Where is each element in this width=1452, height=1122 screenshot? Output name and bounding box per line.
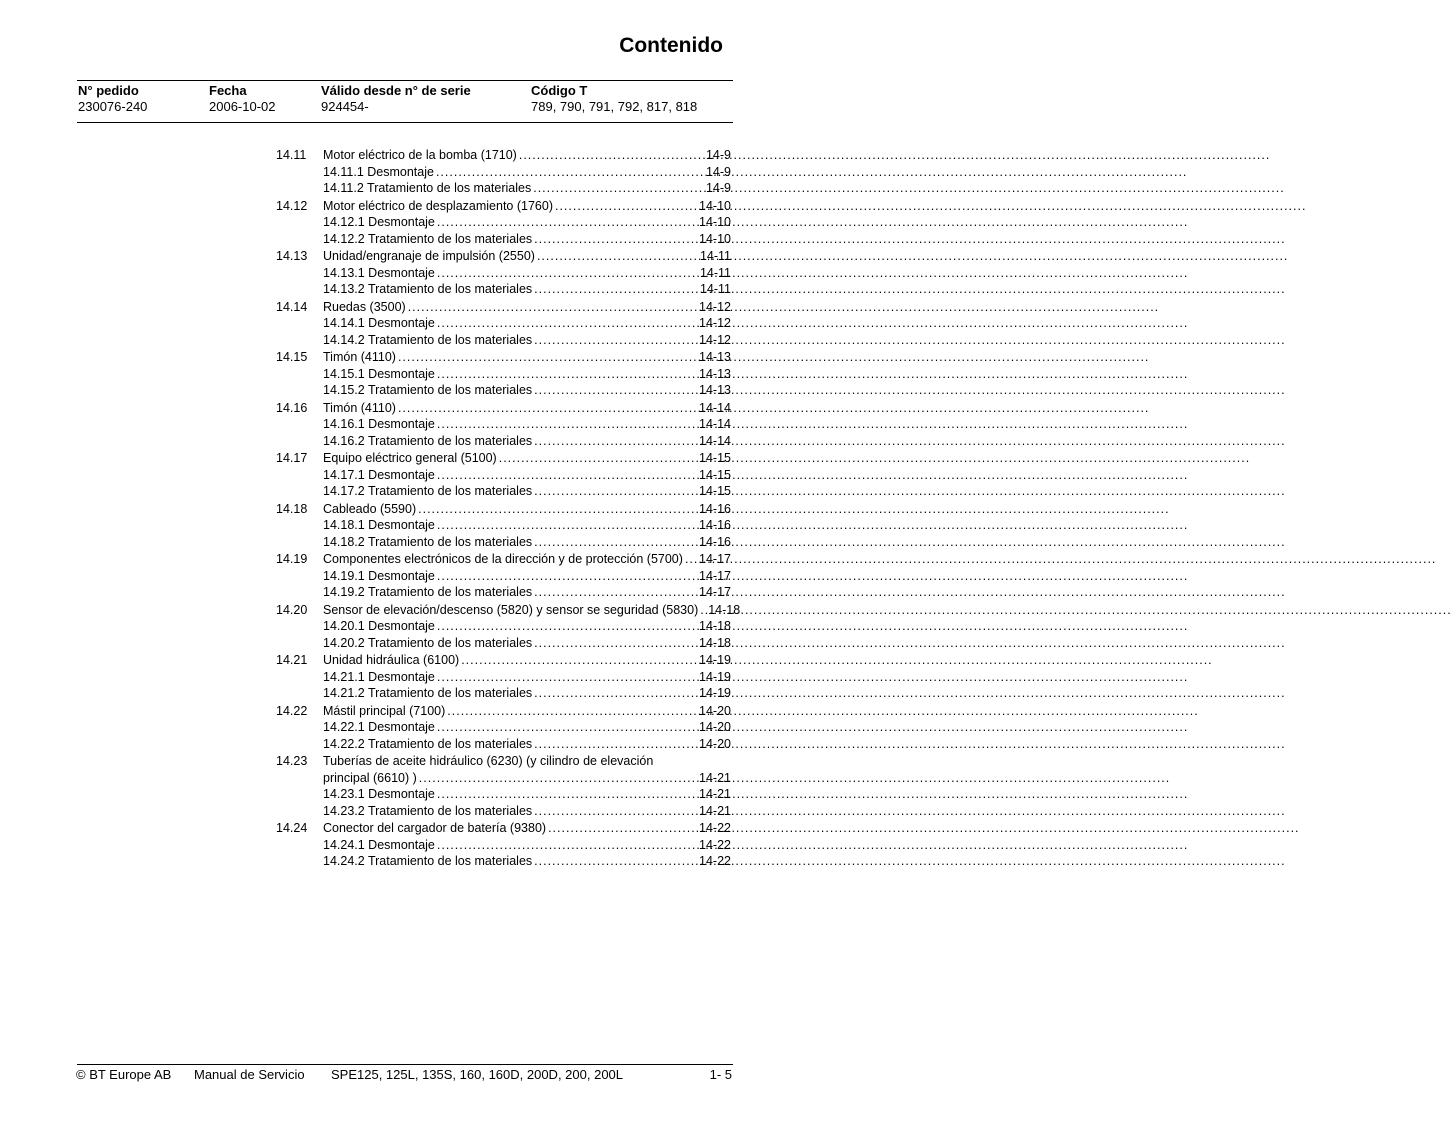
toc-subentry[interactable] xyxy=(276,853,731,870)
toc-entry-title: 14.12.2 Tratamiento de los materiales xyxy=(323,231,533,246)
toc-section-number: 14.14 xyxy=(276,299,308,314)
toc-leader-dots xyxy=(548,820,697,837)
toc-leader-dots xyxy=(534,736,697,753)
toc-entry-line xyxy=(323,820,731,837)
toc-entry-line xyxy=(323,248,731,265)
toc-subentry[interactable] xyxy=(276,803,731,820)
toc-entry-line xyxy=(323,281,731,298)
toc-entry-line xyxy=(323,433,731,450)
toc-leader-dots xyxy=(685,551,697,568)
toc-page-number: 14-12 xyxy=(699,316,731,330)
toc-section xyxy=(276,349,731,399)
toc-entry-title: Mástil principal (7100) xyxy=(323,703,446,718)
toc-entry-title: 14.18.1 Desmontaje xyxy=(323,518,435,532)
toc-entry-title: 14.21.2 Tratamiento de los materiales xyxy=(323,686,533,700)
toc-page-number: 14-9 xyxy=(705,181,731,195)
toc-entry-line xyxy=(323,214,731,231)
toc-entry-title: 14.21.1 Desmontaje xyxy=(323,669,435,684)
toc-page-number: 14-22 xyxy=(699,821,731,835)
toc-section xyxy=(276,753,731,819)
toc-subentry[interactable] xyxy=(276,719,731,736)
table-of-contents xyxy=(276,147,741,871)
toc-subentry[interactable] xyxy=(276,315,731,332)
toc-section-number: 14.20 xyxy=(276,602,308,617)
toc-entry-title: 14.20.2 Tratamiento de los materiales xyxy=(323,635,533,650)
toc-entry-title: Cableado (5590) xyxy=(323,501,417,516)
toc-entry-line xyxy=(323,685,731,702)
toc-leader-dots xyxy=(519,147,704,164)
toc-leader-dots xyxy=(437,416,697,433)
toc-leader-dots xyxy=(700,602,706,619)
serial-label: Válido desde n° de serie xyxy=(321,83,471,98)
toc-leader-dots xyxy=(437,467,697,484)
toc-page-number: 14-16 xyxy=(699,534,731,549)
serial-value: 924454- xyxy=(321,99,369,114)
date-column xyxy=(209,83,276,115)
toc-page-number: 14-14 xyxy=(699,417,731,431)
footer-page-number: 1- 5 xyxy=(709,1067,732,1082)
toc-section-number: 14.12 xyxy=(276,198,308,213)
toc-page-number: 14-20 xyxy=(699,703,731,718)
toc-subentry[interactable] xyxy=(276,231,731,248)
toc-entry-title: Conector del cargador de batería (9380) xyxy=(323,821,547,835)
toc-entry-title: 14.15.2 Tratamiento de los materiales xyxy=(323,383,533,397)
toc-leader-dots xyxy=(437,669,697,686)
toc-section xyxy=(276,147,731,197)
toc-page-number: 14-9 xyxy=(705,148,731,162)
toc-section xyxy=(276,703,731,753)
toc-page-number: 14-17 xyxy=(699,568,731,583)
toc-entry-line xyxy=(323,147,731,164)
toc-entry-line xyxy=(323,467,731,484)
toc-leader-dots xyxy=(436,164,704,181)
toc-entry-title: Motor eléctrico de la bomba (1710) xyxy=(323,148,517,162)
toc-subentry[interactable] xyxy=(276,416,731,433)
toc-entry-line xyxy=(323,602,741,619)
toc-subentry[interactable] xyxy=(276,265,731,282)
toc-page-number: 14-10 xyxy=(699,198,731,213)
footer-copyright: © BT Europe AB xyxy=(76,1067,172,1082)
toc-entry-title-line1: Tuberías de aceite hidráulico (6230) (y cilindro de elevación xyxy=(323,754,654,768)
toc-entry-line xyxy=(323,400,731,417)
toc-subentry[interactable] xyxy=(276,786,731,803)
toc-section-number: 14.21 xyxy=(276,653,308,667)
date-value: 2006-10-02 xyxy=(209,99,276,114)
toc-subentry[interactable] xyxy=(276,214,731,231)
toc-entry-title: 14.20.1 Desmontaje xyxy=(323,619,435,633)
toc-entry[interactable] xyxy=(276,400,731,417)
toc-entry-line xyxy=(323,770,731,787)
toc-entry-title: Timón (4110) xyxy=(323,350,396,364)
serial-column xyxy=(321,83,471,115)
toc-page-number: 14-12 xyxy=(699,332,731,347)
toc-page-number: 14-21 xyxy=(699,787,731,801)
toc-entry-line xyxy=(323,786,731,803)
toc-page-number: 14-9 xyxy=(705,164,731,179)
toc-subentry[interactable] xyxy=(276,467,731,484)
toc-entry-title: Unidad hidráulica (6100) xyxy=(323,653,460,667)
toc-subentry[interactable] xyxy=(276,382,731,399)
toc-entry-title: Equipo eléctrico general (5100) xyxy=(323,451,497,465)
toc-entry[interactable] xyxy=(276,299,731,316)
toc-section-number: 14.13 xyxy=(276,249,308,263)
toc-subentry[interactable] xyxy=(276,635,731,652)
toc-page-number: 14-17 xyxy=(699,552,731,566)
toc-entry-line xyxy=(323,231,731,248)
toc-leader-dots xyxy=(534,332,697,349)
toc-leader-dots xyxy=(534,231,697,248)
toc-page-number: 14-22 xyxy=(699,854,731,868)
toc-entry-line xyxy=(323,450,731,467)
toc-entry-line xyxy=(323,366,731,383)
toc-entry[interactable] xyxy=(276,820,731,837)
toc-entry-title: 14.14.1 Desmontaje xyxy=(323,316,435,330)
toc-entry-title: Timón (4110) xyxy=(323,400,396,415)
toc-leader-dots xyxy=(419,770,697,787)
toc-section-number: 14.16 xyxy=(276,400,308,415)
toc-leader-dots xyxy=(534,635,697,652)
toc-page-number: 14-11 xyxy=(699,249,731,263)
toc-page-number: 14-21 xyxy=(699,770,731,785)
toc-leader-dots xyxy=(534,281,698,298)
toc-entry[interactable] xyxy=(276,147,731,164)
toc-leader-dots xyxy=(555,198,697,215)
toc-entry-title: 14.22.2 Tratamiento de los materiales xyxy=(323,736,533,751)
toc-section xyxy=(276,248,731,298)
toc-entry[interactable] xyxy=(276,703,731,720)
toc-entry-title: 14.23.2 Tratamiento de los materiales xyxy=(323,803,533,818)
toc-page-number: 14-15 xyxy=(699,451,731,465)
toc-leader-dots xyxy=(499,450,697,467)
toc-entry-line xyxy=(323,568,731,585)
toc-entry-title: Motor eléctrico de desplazamiento (1760) xyxy=(323,198,553,213)
toc-leader-dots xyxy=(447,703,697,720)
toc-section-number: 14.24 xyxy=(276,821,308,835)
toc-entry-title: 14.24.2 Tratamiento de los materiales xyxy=(323,854,533,868)
toc-subentry[interactable] xyxy=(276,366,731,383)
toc-page-number: 14-11 xyxy=(699,265,731,280)
toc-entry-line xyxy=(323,853,731,870)
toc-entry-line xyxy=(323,180,731,197)
t-code-label: Código T xyxy=(531,83,588,98)
toc-entry-title: 14.17.1 Desmontaje xyxy=(323,467,435,482)
toc-subentry[interactable] xyxy=(276,837,731,854)
toc-section xyxy=(276,501,731,551)
toc-entry-title: 14.24.1 Desmontaje xyxy=(323,837,435,852)
toc-page-number: 14-13 xyxy=(699,366,731,381)
toc-leader-dots xyxy=(437,214,697,231)
toc-leader-dots xyxy=(418,501,697,518)
toc-entry[interactable] xyxy=(276,652,731,669)
toc-section-number: 14.23 xyxy=(276,754,308,768)
footer-manual: Manual de Servicio xyxy=(194,1067,305,1082)
toc-entry-title: 14.14.2 Tratamiento de los materiales xyxy=(323,332,533,347)
toc-page-number: 14-19 xyxy=(699,669,731,684)
toc-entry-title: 14.19.2 Tratamiento de los materiales xyxy=(323,585,533,599)
toc-entry[interactable] xyxy=(276,501,731,518)
toc-subentry[interactable] xyxy=(276,164,731,181)
toc-entry-line xyxy=(323,265,731,282)
toc-entry-title: 14.11.2 Tratamiento de los materiales xyxy=(323,181,532,195)
toc-entry-line xyxy=(323,332,731,349)
toc-page-number: 14-16 xyxy=(699,501,731,516)
toc-entry-line xyxy=(323,719,731,736)
toc-leader-dots xyxy=(537,248,698,265)
toc-subentry[interactable] xyxy=(276,685,731,702)
toc-leader-dots xyxy=(534,584,697,601)
toc-subentry[interactable] xyxy=(276,433,731,450)
toc-leader-dots xyxy=(437,315,697,332)
toc-entry-line xyxy=(323,483,731,500)
toc-entry[interactable] xyxy=(276,349,731,366)
toc-entry-line xyxy=(323,198,731,215)
toc-page-number: 14-20 xyxy=(699,736,731,751)
toc-section-number: 14.22 xyxy=(276,703,308,718)
header-top-rule xyxy=(77,80,733,81)
toc-entry-line xyxy=(323,382,731,399)
toc-entry-line xyxy=(323,584,731,601)
toc-entry-line xyxy=(323,534,731,551)
order-number-label: N° pedido xyxy=(78,83,139,98)
toc-section xyxy=(276,299,731,349)
toc-section xyxy=(276,400,731,450)
toc-section xyxy=(276,652,731,702)
toc-page-number: 14-19 xyxy=(699,653,731,667)
toc-leader-dots xyxy=(534,803,697,820)
toc-section-number: 14.11 xyxy=(276,148,307,162)
toc-leader-dots xyxy=(534,685,697,702)
toc-leader-dots xyxy=(534,433,697,450)
toc-subentry[interactable] xyxy=(276,281,731,298)
toc-page-number: 14-13 xyxy=(699,383,731,397)
toc-entry-line xyxy=(323,501,731,518)
toc-entry-line xyxy=(323,551,731,568)
toc-page-number: 14-18 xyxy=(699,635,731,650)
toc-entry-line xyxy=(323,315,731,332)
toc-entry[interactable] xyxy=(276,602,741,619)
page-title: Contenido xyxy=(619,34,723,57)
toc-leader-dots xyxy=(408,299,697,316)
toc-leader-dots xyxy=(437,568,697,585)
toc-entry-title: Sensor de elevación/descenso (5820) y sensor se seguridad (5830) xyxy=(323,602,699,617)
toc-page-number: 14-14 xyxy=(699,400,731,415)
toc-leader-dots xyxy=(398,400,697,417)
order-number-column xyxy=(78,83,147,115)
toc-entry-title: 14.18.2 Tratamiento de los materiales xyxy=(323,534,533,549)
toc-page-number: 14-18 xyxy=(699,619,731,633)
toc-subentry[interactable] xyxy=(276,483,731,500)
toc-leader-dots xyxy=(534,534,697,551)
toc-leader-dots xyxy=(534,483,697,500)
toc-entry-title: 14.13.1 Desmontaje xyxy=(323,265,435,280)
toc-entry-line xyxy=(323,618,731,635)
toc-section xyxy=(276,450,731,500)
toc-subentry[interactable] xyxy=(276,584,731,601)
toc-page-number: 14-22 xyxy=(699,837,731,852)
toc-entry-title: Componentes electrónicos de la dirección y de protección (5700) xyxy=(323,552,683,566)
toc-page-number: 14-10 xyxy=(699,231,731,246)
toc-entry-title: 14.11.1 Desmontaje xyxy=(323,164,434,179)
toc-leader-dots xyxy=(437,786,697,803)
toc-leader-dots xyxy=(437,719,697,736)
toc-subentry[interactable] xyxy=(276,180,731,197)
toc-subentry[interactable] xyxy=(276,517,731,534)
footer-rule xyxy=(77,1064,733,1065)
toc-entry[interactable] xyxy=(276,248,731,265)
toc-section xyxy=(276,820,731,870)
toc-entry-line xyxy=(323,416,731,433)
toc-section-number: 14.19 xyxy=(276,552,308,566)
toc-page-number: 14-17 xyxy=(699,585,731,599)
toc-entry-line xyxy=(323,837,731,854)
toc-page-number: 14-13 xyxy=(699,350,731,364)
toc-entry[interactable] xyxy=(276,551,731,568)
toc-entry[interactable] xyxy=(276,770,731,787)
toc-entry-line xyxy=(323,703,731,720)
toc-page-number: 14-15 xyxy=(699,484,731,498)
toc-entry-title: 14.23.1 Desmontaje xyxy=(323,787,435,801)
toc-section xyxy=(276,551,731,601)
footer-models: SPE125, 125L, 135S, 160, 160D, 200D, 200, 200L xyxy=(331,1067,624,1082)
toc-leader-dots xyxy=(437,366,697,383)
toc-entry-title: 14.15.1 Desmontaje xyxy=(323,366,435,381)
toc-entry-line xyxy=(323,517,731,534)
toc-page-number: 14-19 xyxy=(699,686,731,700)
toc-leader-dots xyxy=(533,180,704,197)
toc-entry-line xyxy=(323,652,731,669)
toc-entry-line xyxy=(323,736,731,753)
toc-entry-line xyxy=(323,299,731,316)
date-label: Fecha xyxy=(209,83,247,98)
toc-page-number: 14-21 xyxy=(699,803,731,818)
toc-entry-line xyxy=(323,349,731,366)
toc-page-number: 14-10 xyxy=(699,215,731,229)
toc-page-number: 14-16 xyxy=(699,518,731,532)
toc-page-number: 14-14 xyxy=(699,433,731,448)
toc-section-number: 14.18 xyxy=(276,501,308,516)
toc-entry-title: 14.17.2 Tratamiento de los materiales xyxy=(323,484,533,498)
toc-subentry[interactable] xyxy=(276,568,731,585)
toc-entry-line xyxy=(323,164,731,181)
toc-leader-dots xyxy=(437,265,698,282)
toc-entry[interactable] xyxy=(276,198,731,215)
toc-subentry[interactable] xyxy=(276,669,731,686)
toc-entry-wrapped-line[interactable] xyxy=(276,753,731,770)
toc-entry-title: principal (6610) ) xyxy=(323,770,417,785)
toc-entry-title: 14.13.2 Tratamiento de los materiales xyxy=(323,282,533,296)
toc-leader-dots xyxy=(461,652,697,669)
toc-entry[interactable] xyxy=(276,450,731,467)
toc-subentry[interactable] xyxy=(276,534,731,551)
toc-entry-title: Unidad/engranaje de impulsión (2550) xyxy=(323,249,535,263)
toc-entry-title: Ruedas (3500) xyxy=(323,299,406,314)
header-bottom-rule xyxy=(77,122,733,123)
toc-subentry[interactable] xyxy=(276,736,731,753)
toc-leader-dots xyxy=(437,517,697,534)
toc-entry-line xyxy=(323,669,731,686)
order-number-value: 230076-240 xyxy=(78,99,148,114)
toc-entry-title: 14.19.1 Desmontaje xyxy=(323,568,435,583)
toc-entry-title: 14.12.1 Desmontaje xyxy=(323,215,435,229)
toc-entry-line xyxy=(323,635,731,652)
toc-page-number: 14-12 xyxy=(699,299,731,314)
toc-entry-title: 14.16.2 Tratamiento de los materiales xyxy=(323,433,533,448)
toc-section xyxy=(276,602,741,652)
toc-subentry[interactable] xyxy=(276,618,731,635)
toc-leader-dots xyxy=(398,349,697,366)
toc-leader-dots xyxy=(437,618,697,635)
toc-leader-dots xyxy=(534,853,697,870)
toc-entry-title: 14.16.1 Desmontaje xyxy=(323,417,435,431)
toc-section xyxy=(276,198,731,248)
toc-entry-line xyxy=(323,803,731,820)
toc-section-number: 14.17 xyxy=(276,451,308,465)
toc-page-number: 14-18 xyxy=(708,602,741,617)
toc-entry-title: 14.22.1 Desmontaje xyxy=(323,720,435,734)
toc-leader-dots xyxy=(437,837,697,854)
toc-subentry[interactable] xyxy=(276,332,731,349)
toc-page-number: 14-11 xyxy=(699,282,731,296)
toc-page-number: 14-15 xyxy=(699,467,731,482)
t-code-value: 789, 790, 791, 792, 817, 818 xyxy=(531,99,698,114)
toc-leader-dots xyxy=(534,382,697,399)
toc-section-number: 14.15 xyxy=(276,350,308,364)
toc-page-number: 14-20 xyxy=(699,720,731,734)
t-code-column xyxy=(531,83,697,115)
